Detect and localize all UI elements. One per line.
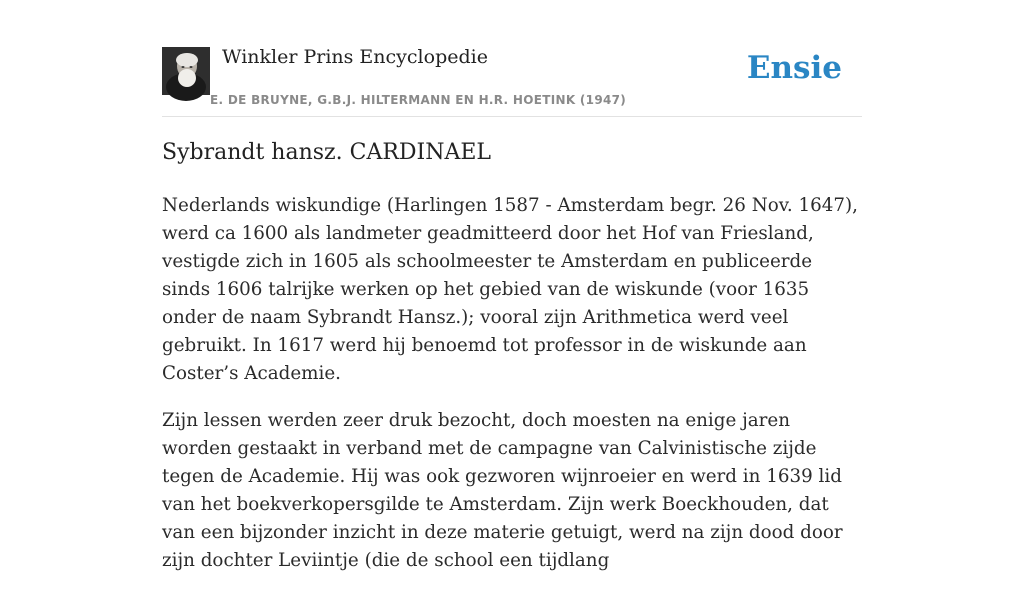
article-title: Sybrandt hansz. CARDINAEL	[162, 140, 492, 165]
source-header	[162, 46, 862, 117]
ensie-logo[interactable]: Ensie	[746, 50, 842, 86]
source-authors: E. DE BRUYNE, G.B.J. HILTERMANN EN H.R. HOETINK (1947)	[210, 93, 627, 107]
portrait-icon	[162, 47, 210, 95]
article-paragraph: Nederlands wiskundige (Harlingen 1587 - Amsterdam begr. 26 Nov. 1647), werd ca 1600 als landmeter geadmitteerd door het Hof van Friesland, vestigde zich in 1605 als schoolmeester te Amsterdam en publiceerde sinds 1606 talrijke werken op het gebied van de wiskunde (voor 1635 onder de naam Sybrandt Hansz.); vooral zijn Arithmetica werd veel gebruikt. In 1617 werd hij benoemd tot professor in de wiskunde aan Coster’s Academie.	[162, 195, 858, 384]
article-body	[162, 192, 862, 594]
article-paragraph: Zijn lessen werden zeer druk bezocht, doch moesten na enige jaren worden gestaakt in verband met de campagne van Calvinistische zijde tegen de Academie. Hij was ook gezworen wijnroeier en werd in 1639 lid van het boekverkopersgilde te Amsterdam. Zijn werk Boeckhouden, dat van een bijzonder inzicht in deze materie getuigt, werd na zijn dood door zijn dochter Leviintje (die de school een tijdlang	[162, 410, 843, 571]
source-title[interactable]: Winkler Prins Encyclopedie	[222, 46, 488, 68]
author-portrait	[162, 47, 210, 95]
